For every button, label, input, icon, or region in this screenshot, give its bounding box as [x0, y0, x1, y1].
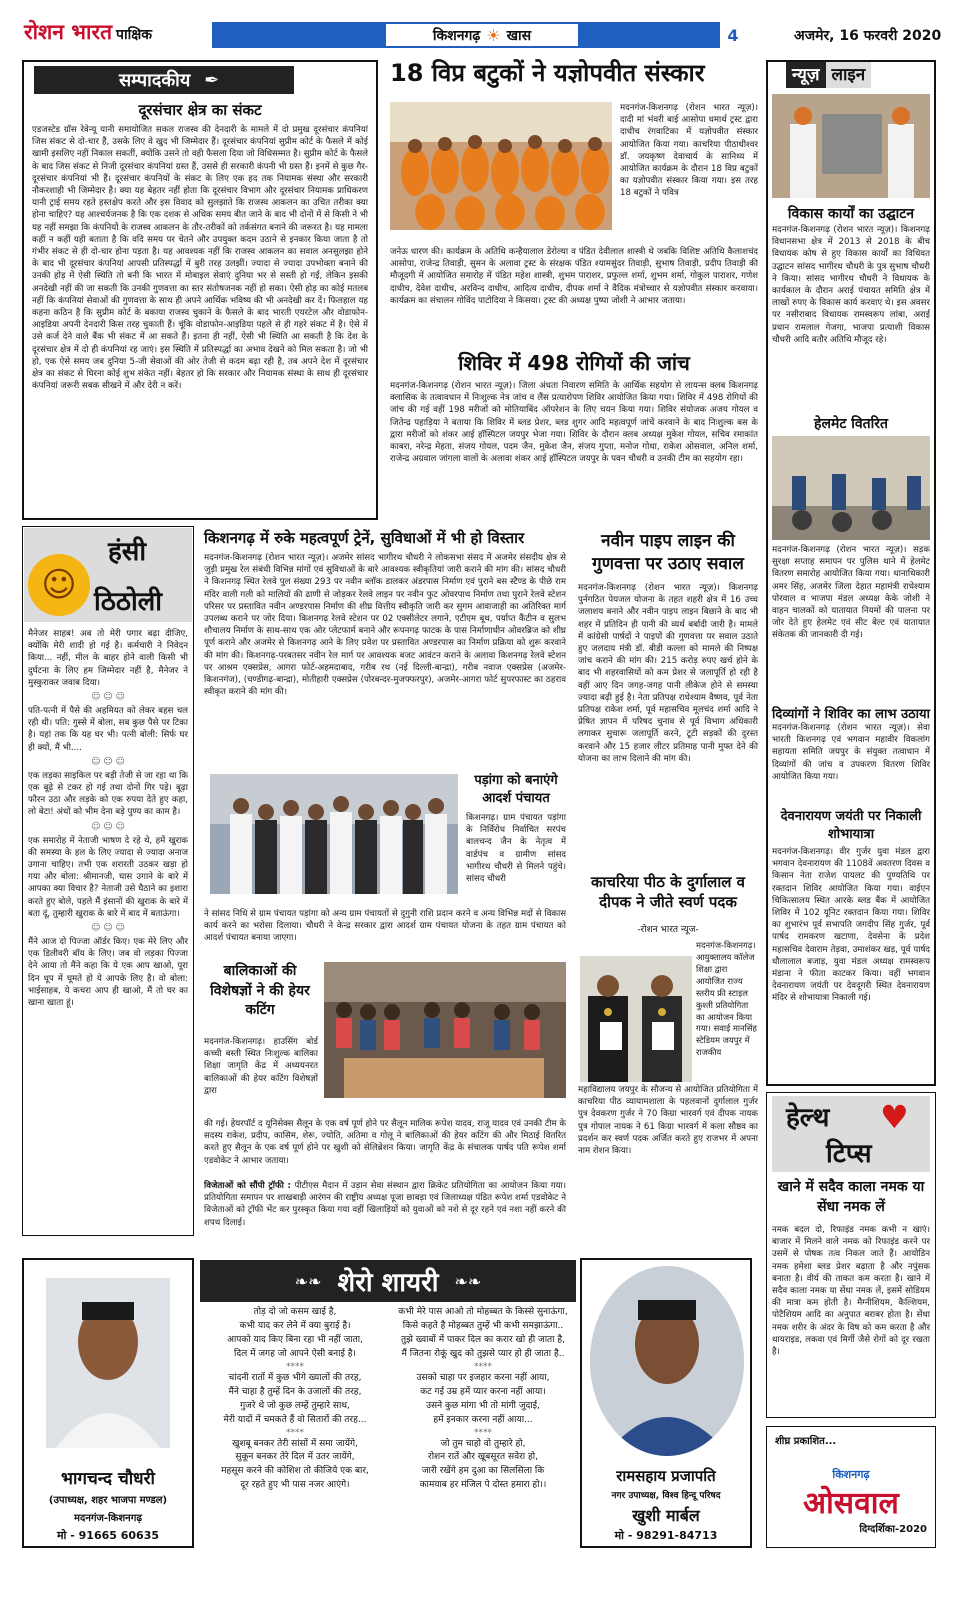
shayari-line: खुशबू बनकर तेरी सांसों में समा जायेंगे,	[232, 1438, 358, 1449]
helmet-body: मदनगंज-किशनगढ़ (रोशन भारत न्यूज़)। सड़क सुरक्षा सप्ताह समापन पर पुलिस थाने में हेलमेट वितरण समारोह आयोजित किया गया। थानाधिकारी अमर सिंह, अजमेर जिला देहात महामंत्री राधेश्याम पोरवाल व भाजपा मंडल अध्यक्ष केके जोशी ने वाहन चालकों को यातायात नियमों की पालना पर जोर देते हुए हेलमेट एवं सीट बेल्ट एवं यातायात संकेतक की जानकारी दी गई।	[772, 545, 930, 641]
trophy-body: पीटीएस मैदान में उड़ान सेवा संस्थान द्वारा क्रिकेट प्रतियोगिता का आयोजन किया गया। प्रतियोगिता समापन पर शाखबाड़ी आरंगन की राष्ट्रीय अध्यक्ष पूजा छाबड़ा एवं जिलाध्यक्ष पंडित रूपेश शर्मा एडवोकेट ने विजेताओं को ट्रॉफी भेंट कर पुरस्कृत किया गया वहीं खिलाड़ियों को युवाओं को नशे से दूर रहने एवं नशा नहीं करने की शपथ दिलाई।	[204, 1181, 566, 1228]
shayari-line: कभी याद कर लेने में क्या बुराई है।	[239, 1320, 351, 1331]
shayari-line: तोड़ दो जो कसम खाई है,	[253, 1307, 337, 1317]
pen-icon: ✒	[204, 69, 220, 91]
divyang-headline: दिव्यांगों ने शिविर का लाभ उठाया	[772, 707, 930, 722]
section-left: किशनगढ़	[432, 27, 481, 44]
shayari-line: उसको चाहा पर इजहार करना नहीं आया,	[416, 1372, 550, 1383]
ad-right-post: नगर उपाध्यक्ष, विश्व हिन्दू परिषद	[611, 1491, 721, 1501]
kacharia-photo	[580, 956, 692, 1082]
shayari-line: मैंने चाहा है तुम्हें दिन के उजालों की तरह,	[228, 1386, 362, 1397]
frequency: पाक्षिक	[116, 27, 153, 43]
ad-right-shop: खुशी मार्बल	[632, 1506, 700, 1525]
kacharia-body-full: महाविद्यालय जयपुर के सौजन्य से आयोजित प्रतियोगिता में काचरिया पीठ व्यायामशाला के पहलवानों दुर्गालाल गुर्जर पुत्र देवकरण गुर्जर ने 70 किग्रा भारवर्ग एवं दीपक नायक पुत्र गोपाल नायक ने 61 किग्रा भारवर्ग में कला सौष्ठव का प्रदर्शन कर स्वर्ण पदक अर्जित करते हुए राजभर में अपना नाम रोशन किया।	[578, 1085, 758, 1157]
joke-separator: ☺ ☺ ☺	[91, 756, 125, 767]
shayari-line: हमें इनकार करना नहीं आया...	[433, 1414, 533, 1425]
kacharia-headline: काचरिया पीठ के दुर्गालाल व दीपक ने जीते स्वर्ण पदक	[591, 873, 745, 912]
newsline-label-a: न्यूज़	[786, 62, 826, 88]
lead-headline: 18 विप्र बटुकों ने यज्ञोपवीत संस्कार	[390, 59, 705, 87]
ad-left-name: भागचन्द चौधरी	[61, 1469, 155, 1489]
devnarayan-headline: देवनारायण जयंती पर निकाली शोभायात्रा	[780, 809, 922, 842]
ad-left-post: (उपाध्यक्ष, शहर भाजपा मण्डल)	[48, 1495, 168, 1506]
haircut-body: मदनगंज-किशनगढ़। हाउसिंग बोर्ड कच्ची बस्ती स्थित निःशुल्क बालिका शिक्षा जागृति केंद्र में अध्ययनरत बालिकाओं की हेयर कटिंग विशेषज्ञों द्वारा	[204, 1037, 318, 1096]
shayari-stars: ****	[474, 1427, 492, 1438]
shayari-line: गुजरे थे जो कुछ लम्हें तुम्हारे साथ,	[240, 1400, 350, 1411]
shayari-stars: ****	[286, 1427, 304, 1438]
lead-photo	[390, 102, 612, 230]
shayari-line: महसूस करने की कोशिश तो कीजिये एक बार,	[221, 1466, 369, 1477]
shayari-line: आपको याद किए बिना रहा भी नहीं जाता,	[227, 1334, 363, 1345]
padganga-body: किशनगढ़। ग्राम पंचायत पड़ांगा के निर्विरोध निर्वाचित सरपंच बालचन्द जैन के नेतृत्व में वार्डपंच व ग्रामीण सांसद भागीरथ चौधरी से मिलने पहुंचे। सांसद चौधरी	[466, 813, 566, 885]
kacharia-body: मदनगंज-किशनगढ़। आयुक्तालय कॉलेज शिक्षा द्वारा आयोजित राज्य स्तरीय फ्री स्टाइल कुश्ती प्रतियोगिता का आयोजन किया गया। सवाई मानसिंह स्टेडियम जयपुर में राजकीय	[696, 940, 757, 1058]
camp-body: मदनगंज-किशनगढ़ (रोशन भारत न्यूज़)। जिला अंधता निवारण समिति के आर्थिक सहयोग से लायन्स क्लब किशनगढ़ क्लासिक के तत्वावधान में निःशुल्क नेत्र जांच व लैंस प्रत्यारोपण शिविर आयोजित किया गया। शिविर में 498 रोगियों की जांच की गई वहीं 198 मरीजों को मोतियाबिंद ऑपरेशन के लिए चयन किया गया। शिविर संयोजक अजय गोयल व जितेन्द्र पहाड़िया ने बताया कि शिविर में ब्लड प्रेशर, ब्लड शुगर आदि महत्वपूर्ण जांचें करवाने के बाद निःशुल्क बस के द्वारा मरीजों को शंकर आई हॉस्पिटल जयपुर भेजा गया। शिविर के दौरान क्लब अध्यक्ष मुकेश गोयल, सचिव रमाकांत काबरा, नरेन्द्र मेहता, संजय गोयल, पदम जैन, मुकेश जैन, संजय गुप्ता, मनोज गोधा, राकेश ओसवाल, अनिल शर्मा, राजेन्द्र अग्रवाल जांगला वालों के अलावा शंकर आई हॉस्पिटल जयपुर के पवन चौधरी व उनकी टीम का सहयोग रहा।	[390, 381, 758, 465]
section-box	[384, 22, 580, 48]
ad-right-phone: मो - 98291-84713	[614, 1529, 718, 1542]
joke-separator: ☺ ☺ ☺	[91, 821, 125, 832]
divyang-body: मदनगंज-किशनगढ़ (रोशन भारत न्यूज़)। सेवा भारती किशनगढ़ एवं भगवान महावीर विकलांग सहायता समिति जयपुर के संयुक्त तत्वाधान में दिव्यांगों की जांच व उपकरण वितरण शिविर आयोजित किया गया।	[772, 723, 930, 782]
joke: एक समारोह में नेताजी भाषण दे रहे थे, हमें खुराक की समस्या के हल के लिए ज्यादा से ज्यादा अनाज उगाना चाहिए। तभी एक शरारती उठकर खड़ा हो गया और बोला: श्रीमानजी, घास उगाने के बारे में आपका क्या विचार है? नेताजी उसे घैठाने का इशारा करते हुए बोले, पहले मैं इंसानों की खुराक के बारे में बता दूं, तुम्हारी खुराक के बारे में बाद में बताऊंगा।	[28, 835, 188, 919]
joke: मैनेजर साहब! अब तो मेरी पगार बढ़ा दीजिए, क्योंकि मेरी शादी हो गई है। कर्मचारी ने निवेदन किया... नहीं, मील के बाहर होने वाली किसी भी दुर्घटना के लिए हम जिम्मेदार नहीं है, मैनेजर ने मुस्कुराकर जवाब दिया।	[28, 629, 188, 688]
padganga-photo	[210, 774, 458, 894]
haircut-headline: बालिकाओं की विशेषज्ञों ने की हेयर कटिंग	[210, 963, 310, 1019]
trophy-item	[204, 1180, 566, 1240]
humor-title-b: ठिठोली	[94, 587, 163, 617]
vikas-photo	[772, 94, 930, 198]
humor-jokes	[28, 628, 188, 1232]
joke: मैंने आज दो पिज्जा ऑर्डर किए। एक मेरे लिए और एक डिलीवरी बॉय के लिए। जब वो लड़का पिज्जा देने आया तो मैंने कहा कि ये एक आप खाओ, पूरा दिन धूप में घूमते हो ये आपके लिए है। वो बोला: भाईसाहब, ये कचरा आप ही खाओ, मैं तो घर का खाना खाता हूं।	[28, 937, 188, 1009]
vikas-headline: विकास कार्यों का उद्घाटन	[787, 206, 915, 222]
shayari-line: जारी रखेंगे हम दुआ का सिलसिला कि	[421, 1466, 545, 1477]
shayari-line: किसे कहते है मोहब्बत तुम्हें भी कभी समझाऊंगा..	[402, 1320, 564, 1331]
padganga-body-full: ने सांसद निधि से ग्राम पंचायत पड़ांगा को अन्य ग्राम पंचायतों से दुगुनी राशि प्रदान करने व अन्य विभिन्न मदों से विकास कार्य करने का भरोसा दिलाया। चौधरी ने केन्द्र सरकार द्वारा आदर्श ग्राम पंचायत योजना के तहत ग्राम पंचायत को आदर्श पंचायत बनाया जाएगा।	[204, 909, 566, 944]
ad-left	[22, 1258, 194, 1548]
shayari-line: मैं जितना रोकूं खुद को तुझसे प्यार हो ही जाता है..	[401, 1348, 565, 1359]
health-headline: खाने में सदैव काला नमक या सेंधा नमक लें	[777, 1179, 925, 1215]
humor-header	[24, 528, 192, 622]
lead-body-full: जनेऊ धारण की। कार्यक्रम के अतिथि कन्हैयालाल डेरोल्या व पंडित देवीलाल शास्त्री थे जबकि विशिष्ट अतिथि कैलाशचंद आसोपा, राजेन्द्र तिवाड़ी, सुमन के अलावा ट्रस्ट के संरक्षक पंडित श्यामसुंदर तिवाड़ी, सुभाष तिवाड़ी, प्रदीप तिवाड़ी की मौजूदगी में आयोजित समारोह में पंडित महेश शास्त्री, शुभम पाराशर, प्रफुल्ल शर्मा, शुभम शर्मा, गोकुल पाराशर, गणेश दाधीच, देवेश दाधीच, अरविन्द दाधीच, आदित्य दाधीच, दीपक शर्मा ने वैदिक मंत्रोच्चार से यज्ञोपवीत संस्कार करवाया। कार्यक्रम का संचालन गोविंद पाटोदिया ने किसया। ट्रस्ट की अध्यक्ष पुष्पा जोशी ने आभार जताया।	[390, 247, 758, 306]
helmet-photo	[772, 436, 930, 540]
pipeline-headline: नवीन पाइप लाइन की गुणवत्ता पर उठाए सवाल	[592, 531, 744, 574]
shayari-line: उसने कुछ मांगा भी तो मांगी जुदाई,	[426, 1400, 540, 1411]
shayari-line: दिल में जगह जो आपने ऐसी बनाई है।	[234, 1348, 356, 1359]
heart-icon: ♥	[880, 1098, 909, 1136]
ornament-icon: ❧❧	[294, 1271, 322, 1291]
shayari-line: रोशन रातें और खूबसूरत सवेरा हो,	[428, 1452, 538, 1463]
shayari-col-1	[204, 1306, 386, 1546]
joke: एक लड़का साइकिल पर बड़ी तेजी से जा रहा था कि एक बूढ़े से टकर हो गई तथा दोनों गिर पड़े। बूढ़ा फौरन उठा और लड़के को एक रुपया देते हुए कहा, लो बेटा! अंधों को भीम देना बड़े पुण्य का काम है।	[28, 770, 188, 818]
shayari-line: कभी मेरे पास आओ तो मोहब्बत के किस्से सुनाऊंगा,	[398, 1307, 568, 1317]
soon-title: ओसवाल	[803, 1486, 899, 1521]
ad-left-photo	[46, 1278, 170, 1448]
newsline-label	[786, 62, 916, 88]
trains-body: मदनगंज-किशनगढ़ (रोशन भारत न्यूज़)। अजमेर सांसद भागीरथ चौधरी ने लोकसभा संसद में अजमेर संसदीय क्षेत्र से जुड़ी प्रमुख रेल संबंधी विभिन्न मांगों एवं सुविधाओं के बारे आवश्यक स्वीकृतियां जारी कराने की मांग की। सांसद चौधरी ने किशनगढ़ स्थित रेलवे पुल संख्या 293 पर नवीन ब्लॉक डालकर अंडरपास निर्माण एवं पुराने बस स्टैण्ड के पीछे राम मंदिर वाली गली को मालियों की ढाणी से जोड़कर रेलवे लाइन पर नवीन फुट ओवरपाथ निर्माण तथा पुराने रेलवे स्टेशन परिसर पर प्रस्तावित नवीन अण्डरपास निर्माण की शीघ्र वित्तीय स्वीकृति जारी कर सुगम आवाजाही का अतिरिक्त मार्ग उपलब्ध कराने पर जोर दिया। किशनगढ़ रेलवे स्टेशन पर 02 एक्सीलेटर लगाने, एटीएम बूथ, पर्याप्त कैंटीन व सुलभ शौचालय निर्माण के साथ-साथ एक ओर प्लेटफार्म बनाने और रूपनगढ़ फाटक के पास निर्माणाधीन ओवरब्रिज को शीघ्र पूर्ण कराने और अजमेर से किशनगढ़ आने के लिए प्रवेश पर प्रस्तावित अण्डरपास का निर्माण प्रक्रिया को शुरू करवाने की मांग की। किशनगढ़-परबतसर नवीन रेल मार्ग पर आवश्यक बजट आवंटन कराने के अलावा किशनगढ़ रेलवे स्टेशन पर आश्रम एक्सप्रेस, आगरा फोर्ट-अहमदाबाद, गरीब रथ (नई दिल्ली-बान्द्रा), गरीब नवाज एक्सप्रेस (अजमेर-किशनगंज), (चण्डीगढ़-बान्द्रा), मोतीहारी एक्सप्रेस (पोरबन्दर-मुजफ्फरपुर), अजमेर-आगरा फोर्ट सुपरफास्ट का ठहराव स्वीकृत कराने की मांग की।	[204, 553, 566, 698]
shayari-stars: ****	[474, 1361, 492, 1372]
shayari-banner	[200, 1260, 576, 1302]
health-title-b: टिप्स	[826, 1139, 872, 1169]
ad-right-photo	[590, 1266, 744, 1456]
devnarayan-body: मदनगंज-किशनगढ़। वीर गुर्जर युवा मंडल द्वारा भगवान देवनारायण की 1108वें अवतरण दिवस व किसान नेता राजेश पायलट की पुण्यतिथि पर रक्तदान शिविर आयोजित किया गया। वाईएन चिकित्सालय स्थित आरके ब्लड बैंक में आयोजित शिविर में 102 यूनिट रक्तदान किया गया। शिविर का शुभारंभ पूर्व सभापति जगदीप सिंह गुर्जर, पूर्व पार्षद रामकरण खटाणा, देवसेना के प्रदेश महासचिव देवाराम तेड़वा, उमाशंकर खड़, पूर्व पार्षद धौलालाल बजाड़, युवा मंडल अध्यक्ष रामस्वरूप मंडाना ने फीता काटकर किया। वहीं भगवान देवनारायण जयंती पर देवदूगरी स्थित देवनारायण मंदिर से शोभायात्रा निकाली गई।	[772, 847, 930, 1004]
shayari-line: जो तुम चाहो वो तुम्हारे हो,	[440, 1438, 526, 1449]
padganga-headline: पड़ांगा को बनाएंगे आदर्श पंचायत	[474, 773, 558, 806]
ad-right-name: रामसहाय प्रजापति	[616, 1467, 716, 1485]
shayari-line: तुझे ख्वाबों में पाकर दिल का करार खो ही जाता है,	[400, 1334, 566, 1345]
joke-separator: ☺ ☺ ☺	[91, 692, 125, 703]
haircut-photo	[324, 962, 566, 1098]
humor-title-a: हंसी	[108, 537, 147, 567]
editorial-label: सम्पादकीय ✒	[34, 66, 294, 94]
brand-title: रोशन भारत पाक्षिक	[24, 20, 153, 44]
haircut-body-full: की गई। हेयरपॉर्ट द यूनिसेक्स सैलून के एक वर्ष पूर्ण होने पर सैलून मालिक रूपेश यादव, राजू यादव एवं उनकी टीम के सदस्य राकेश, प्रदीप, कासिम, शेरू, ज्योति, अतिमा व गोलू ने बालिकाओं की हेयर कटिंग की और मिठाई वितरित करते हुए सैलून के एक वर्ष पूर्ण होने पर खुशी को सेलिब्रेशन किया। जागृति केंद्र के संचालक पार्षद पति रूपेश शर्मा एडवोकेट ने आभार जताया।	[204, 1119, 566, 1166]
trophy-label: विजेताओं को सौंपी ट्रॉफी :	[204, 1181, 291, 1191]
helmet-headline: हेलमेट वितरित	[814, 416, 888, 432]
soon-label: शीघ्र प्रकाशित...	[775, 1436, 837, 1447]
shayari-line: चांदनी रातों में कुछ भीगे ख्यालों की तरह,	[228, 1372, 362, 1383]
newsline-label-b: लाइन	[826, 62, 872, 88]
lead-body-right: मदनगंज-किशनगढ़ (रोशन भारत न्यूज़)। दादी मां भंवरी बाई आसोपा धमार्थ ट्रस्ट द्वारा दाधीच रंगवाटिका में यज्ञोपवीत संस्कार आयोजित किया गया। काचरिया पीठाधीश्वर डॉ. जयकृष्ण देवाचार्य के सानिध्य में आयोजित कार्यक्रम के दौरान 18 विप्र बटुकों का यज्ञोपवीत संस्कार किया गया। इस तरह 18 बटुकों ने पवित्र	[620, 103, 758, 199]
sun-icon: ☀	[486, 25, 501, 45]
ad-left-place: मदनगंज-किशनगढ़	[74, 1513, 142, 1524]
page-number: 4	[720, 22, 746, 48]
shayari-line: कट गई उम्र हमें प्यार करना नहीं आया।	[420, 1386, 546, 1397]
vikas-body: मदनगंज-किशनगढ़ (रोशन भारत न्यूज़)। किशनगढ़ विधानसभा क्षेत्र में 2013 से 2018 के बीच विधायक कोष से हुए विकास कार्यों का विधिवत उद्घाटन सांसद भागीरथ चौधरी के पुत्र सुभाष चौधरी ने किया। सांसद भागीरथ चौधरी ने विधायक के कार्यकाल के दौरान अराई पंचायत समिति क्षेत्र में लाखों रुपए के विकास कार्य करवाए थे। इस अवसर पर नसीराबाद विधायक रामस्वरूप लांबा, अराई प्रधान रामलाल गेजगा, भाजपा प्रत्याशी विकास चौधरी आदि बतौर अतिथि मौजूद रहे।	[772, 225, 930, 345]
editorial-headline: दूरसंचार क्षेत्र का संकट	[138, 101, 262, 119]
issue-date: अजमेर, 16 फरवरी 2020	[794, 28, 942, 44]
joke: पति-पत्नी में पैसे की अहमियत को लेकर बहस चल रही थी। पति: गुस्से में बोला, सब कुछ पैसे पर टिका है। यहां तक कि यह घर भी। पत्नी बोली: सिर्फ घर ही क्यों, मैं भी....	[28, 706, 188, 753]
soon-box	[766, 1426, 936, 1548]
shayari-line: सुकून बनकर तेरे दिल में उतर जायेंगे,	[235, 1452, 355, 1463]
kacharia-byline: -रोशन भारत न्यूज-	[637, 925, 699, 935]
trains-headline: किशनगढ़ में रुके महत्वपूर्ण ट्रेनें, सुविधाओं में भी हो विस्तार	[204, 529, 525, 547]
health-header	[772, 1096, 930, 1172]
ornament-icon: ❧❧	[454, 1271, 482, 1291]
shayari-title: शेरो शायरी	[337, 1268, 439, 1298]
shayari-line: मेरी यादों में चमकते हैं वो सितारों की तरह...	[223, 1414, 367, 1425]
ad-right	[580, 1258, 752, 1548]
camp-headline: शिविर में 498 रोगियों की जांच	[458, 351, 690, 375]
pipeline-body: मदनगंज-किशनगढ़ (रोशन भारत न्यूज़)। किशनगढ़ पुर्नगठित पेयजल योजना के तहत शहरी क्षेत्र में 16 उच्च जलाशय बनाने और नवीन पाइप लाइन बिछाने के बाद भी शहर में प्रतिदिन ही पानी की व्यर्थ बर्बादी जारी है। मामले में कांग्रेसी पार्षदों ने पाइपों की गुणवत्ता पर सवाल उठाते हुए जलदाय मंत्री डॉ. बीडी कल्ला को मामले की निष्पक्ष जांच कराने की मांग की। 215 करोड़ रुपए खर्च होने के बाद भी शहरवासियों को कम प्रेशर से जलापूर्ति हो रही है वहीं आए दिन जगह-जगह पानी लीकेज होने से समस्या ज्यादा बढ़ी हुई है। नेता प्रतिपक्ष राधेश्याम वैष्णव, पूर्व नेता प्रतिपक्ष राकेश शर्मा, पूर्व महासचिव मूलचंद शर्मा आदि ने प्रेषित ज्ञापन में परिषद चुनाव से पूर्व विभाग अधिकारी लगाकर सुचारू जलापूर्ति करने, टूटी सड़कों की दुरस्त करवाने और 15 हजार लीटर प्रतिमाह पानी मुफ्त देने की योजना का लाभ दिलाने की मांग की।	[578, 583, 758, 764]
smiley-icon: ☺	[28, 554, 90, 616]
shayari-col-2	[390, 1306, 576, 1546]
health-body: नमक बदल दो, रिफाइंड नमक कभी न खाएं। बाजार में मिलने वाले नमक को रिफाइंड करने पर उसमें से पोषक तत्व निकल जाते हैं। आयोडिन नमक हमेशा ब्लड प्रेशर बढ़ाता है और नपुंसक बनाता है। वीर्य की ताकत कम करता है। खाने में सदैव काला नमक या सेंधा नमक लें, इसमें सोडियम की मात्रा कम होती है। मैग्नीशियम, कैल्शियम, पोटैशियम आदि का अनुपात बराबर होता है। सेंधा नमक शरीर के अंदर के विष को कम करता है और थायराइड, लकवा एवं मिर्गी जैसे रोगों को दूर रखता है।	[772, 1225, 930, 1358]
shayari-line: दूर रहते हुए भी पास नजर आएंगे।	[240, 1480, 350, 1491]
joke-separator: ☺ ☺ ☺	[91, 923, 125, 934]
soon-top: किशनगढ़	[832, 1468, 870, 1481]
shayari-line: कामयाब हर मंजिल पे दोस्त हमारा हो।।	[419, 1480, 547, 1491]
editorial-box	[22, 60, 378, 520]
ad-left-phone: मो - 91665 60635	[56, 1529, 160, 1542]
editorial-body: एडजस्टेड ग्रॉस रेवेन्यू यानी समायोजित सकल राजस्व की देनदारी के मामले में दो प्रमुख दूरसंचार कंपनियां जिस संकट से दो-चार हैं, उसके लिए वे खुद भी जिम्मेदार हैं। दूरसंचार कंपनियां सुप्रीम कोर्ट के फैसले में कोई खामी इसलिए नहीं निकाल सकतीं, क्योंकि उसने तो वही फैसला दिया जो विधिसम्मत है। सुप्रीम कोर्ट के फैसले के बाद जिस संकट से निजी दूरसंचार कंपनियां ग्रस्त हैं, उससे ही सरकारी कंपनी भी ग्रस्त हैं। इनमें से कुछ गैर-दूरसंचार कंपनियां भी हैं। दूरसंचार कंपनियों के संकट के लिए एक हद तक नियामक संस्था और सरकारी नौकरशाही भी जिम्मेदार है। क्या यह बेहतर नहीं होता कि दूरसंचार विभाग और दूरसंचार नियामक प्राधिकरण यानी ट्राई समय रहते हस्तक्षेप करते और इस विवाद को सुलझाते कि राजस्व आकलन का उचित तरीका क्या होना चाहिए? यह आश्चर्यजनक है कि एक दशक से अधिक समय बीत जाने के बाद भी दोनों में से किसी ने भी यह नहीं समझा कि कंपनियों के राजस्व आकलन के तौर-तरीकों को तर्कसंगत बनाने की जरूरत है। यह मामला कहीं न कहीं यही बताता है कि वदि समय पर चेतने और उपयुक्त कदम उठाने से इनकार किया जाता है तो गंभीर संकट से ही दो-चार होना पड़ता है। यह आवश्यक नहीं कि राजस्व आकलन का सवाल अनसुलझा होने के बाद भी दूरसंचार कंपनियां आपसी प्रतिस्पर्द्धा में बुरी तरह उलझीं। ज्यादा से ज्यादा उपभोक्ता बनाने की उनकी होड़ में ऐसी स्थिति तो बनी कि भारत में मोबाइल सेवाएं दुनिया भर से सस्ती हो गईं, लेकिन इसकी अनदेखी नहीं की जा सकती कि उनकी गुणवत्ता का स्तर संतोषजनक नहीं हो सका। ऐसी होड़ का कोई मतलब नहीं कि कंपनियां सेवाओं की गुणवत्ता के साथ ही अपने आर्थिक भविष्य की भी अनदेखी कर दें। फिलहाल यह कहना कठिन है कि सुप्रीम कोर्ट के बकाया राजस्व चुकाने के फैसले के बाद भारती एयरटेल और वोडाफोन-आइडिया अपनी देनदारी किस तरह चुकाती हैं। चूंकि वोडाफोन-आइडिया पहले से ही गहरे संकट में है। ऐसे में उसे कर्ज देने वाले बैंक भी संकट में आ सकते हैं। इतना ही नहीं, ऐसी भी स्थिति आ सकती है कि देश के दूरसंचार क्षेत्र में दो ही कंपनियां रह जाएं। इस स्थिति में प्रतिस्पर्द्धा का अभाव देखने को मिल सकता है। जो भी हो, एक ऐसे समय जब दुनिया 5-जी सेवाओं की ओर तेजी से कदम बढ़ा रही है, तब अपने देश में दूरसंचार क्षेत्र का संकट से घिरना कोई शुभ संकेत नहीं। बेहतर हो कि सरकार और नियामक संस्था के साथ ही दूरसंचार कंपनियां जरूरी सबक सीखने में और देरी न करें।	[32, 125, 368, 392]
section-right: खास	[506, 27, 532, 44]
shayari-stars: ****	[286, 1361, 304, 1372]
soon-sub: दिग्दर्शिका-2020	[859, 1524, 927, 1535]
health-title-a: हेल्थ	[786, 1103, 830, 1133]
